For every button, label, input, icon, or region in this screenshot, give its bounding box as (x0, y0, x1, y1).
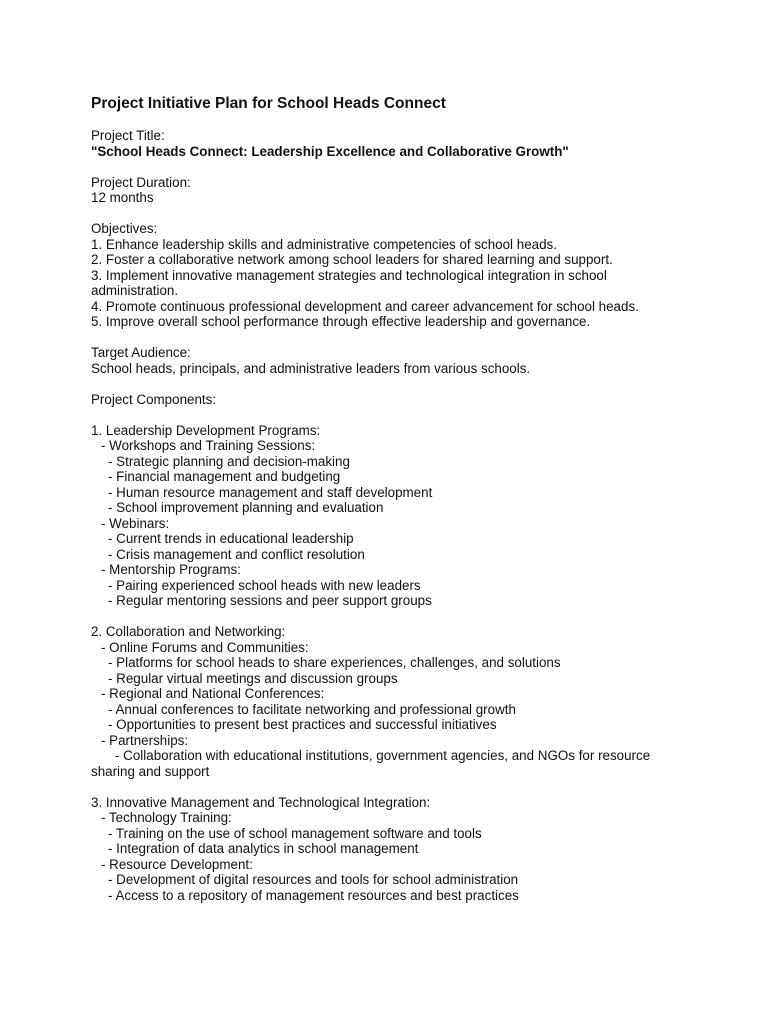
component-heading: 1. Leadership Development Programs: (91, 422, 321, 438)
list-item: - Regular mentoring sessions and peer support groups (108, 593, 432, 608)
list-item: - Crisis management and conflict resolution (108, 546, 365, 562)
project-components-heading-section (91, 392, 691, 408)
list-item: - Opportunities to present best practices and successful initiatives (108, 717, 497, 732)
list-item: - School improvement planning and evaluation (108, 500, 384, 515)
subsection-label: - Regional and National Conferences: (101, 686, 325, 701)
objective-item: 4. Promote continuous professional development and career advancement for school heads. (91, 298, 639, 314)
list-item: - Integration of data analytics in school management (108, 841, 419, 856)
list-item: - Regular virtual meetings and discussion groups (108, 670, 398, 686)
subsection-label: - Mentorship Programs: (101, 562, 241, 577)
subsection-label: - Webinars: (101, 515, 170, 531)
list-item: - Collaboration with educational institutions, government agencies, and NGOs for resource (115, 748, 651, 763)
component-heading: 2. Collaboration and Networking: (91, 624, 286, 639)
subsection-label: - Online Forums and Communities: (101, 639, 309, 655)
document-body (91, 95, 691, 919)
project-title-value: "School Heads Connect: Leadership Excellence and Collaborative Growth" (91, 143, 569, 159)
document-title: Project Initiative Plan for School Heads Connect (91, 95, 446, 112)
list-item: - Training on the use of school management software and tools (108, 825, 482, 841)
objectives-label: Objectives: (91, 221, 158, 236)
project-duration-value: 12 months (91, 190, 154, 205)
objectives-section (91, 221, 691, 330)
list-item: - Strategic planning and decision-making (108, 453, 350, 469)
objective-item-continuation: administration. (91, 283, 179, 298)
list-item: - Human resource management and staff development (108, 484, 433, 500)
objective-item: 5. Improve overall school performance through effective leadership and governance. (91, 314, 591, 329)
list-item: - Current trends in educational leadership (108, 531, 354, 546)
project-duration-section (91, 175, 691, 206)
project-title-section (91, 128, 691, 159)
target-audience-value: School heads, principals, and administrative leaders from various schools. (91, 360, 531, 376)
list-item-continuation: sharing and support (91, 763, 210, 779)
list-item: - Pairing experienced school heads with new leaders (108, 577, 421, 593)
project-duration-label: Project Duration: (91, 174, 191, 190)
list-item: - Access to a repository of management resources and best practices (108, 887, 519, 903)
list-item: - Platforms for school heads to share experiences, challenges, and solutions (108, 655, 561, 670)
target-audience-label: Target Audience: (91, 345, 191, 360)
component-collaboration-networking (91, 624, 691, 779)
list-item: - Financial management and budgeting (108, 469, 341, 484)
project-title-label: Project Title: (91, 128, 165, 143)
objective-item: 2. Foster a collaborative network among school leaders for shared learning and support. (91, 252, 613, 267)
subsection-label: - Technology Training: (101, 810, 232, 825)
subsection-label: - Resource Development: (101, 856, 253, 872)
component-heading: 3. Innovative Management and Technological Integration: (91, 794, 431, 810)
project-components-label: Project Components: (91, 391, 217, 407)
component-innovative-management (91, 795, 691, 904)
subsection-label: - Partnerships: (101, 732, 189, 748)
subsection-label: - Workshops and Training Sessions: (101, 438, 316, 453)
list-item: - Development of digital resources and tools for school administration (108, 872, 519, 887)
list-item: - Annual conferences to facilitate networking and professional growth (108, 701, 516, 717)
component-leadership-development (91, 423, 691, 609)
objective-item: 1. Enhance leadership skills and administrative competencies of school heads. (91, 236, 557, 252)
objective-item: 3. Implement innovative management strategies and technological integration in school (91, 267, 607, 283)
target-audience-section (91, 345, 691, 376)
